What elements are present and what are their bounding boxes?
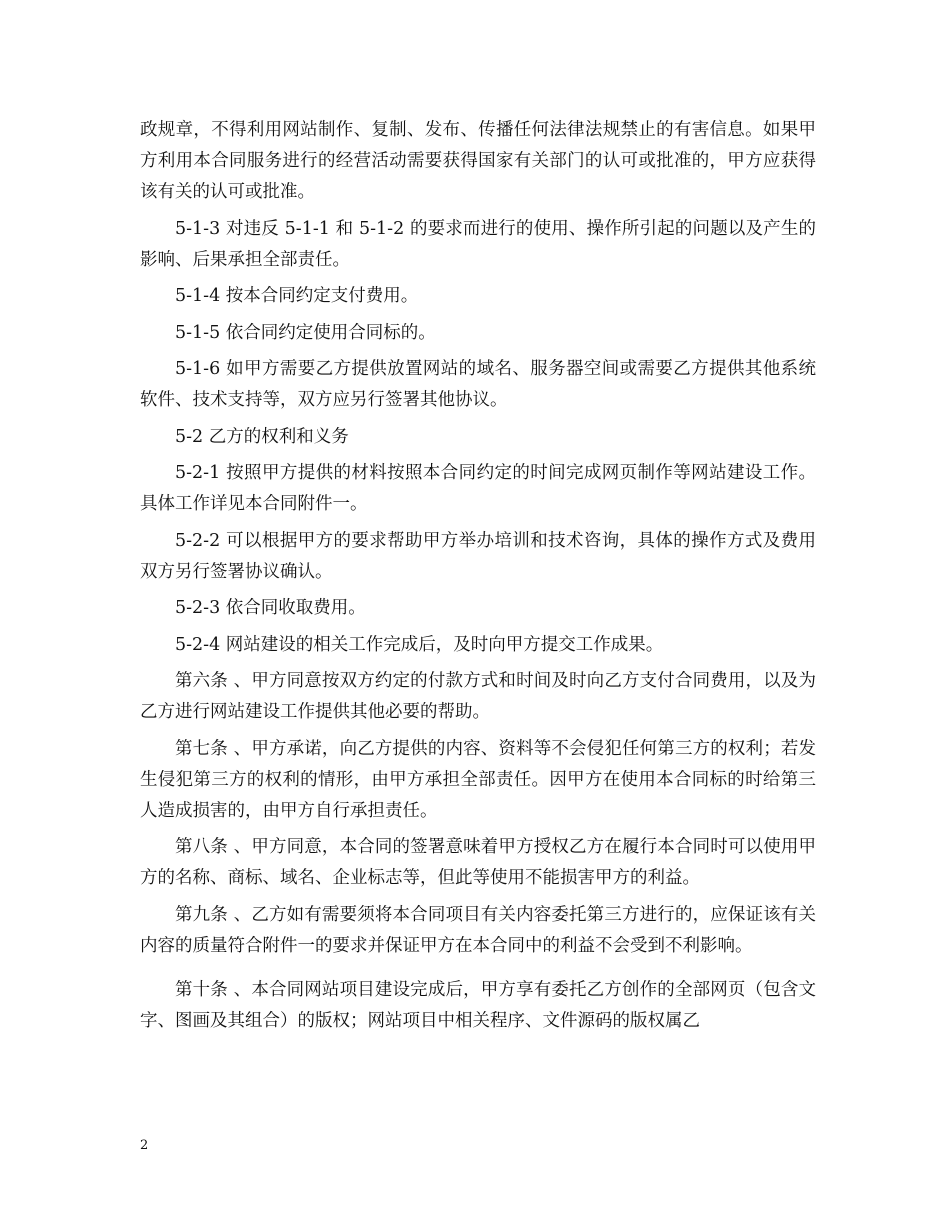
paragraph-5-2-4: 5-2-4 网站建设的相关工作完成后，及时向甲方提交工作成果。	[175, 634, 664, 655]
paragraph-clause-cont: 政规章，不得利用网站制作、复制、发布、传播任何法律法规禁止的有害信息。如果甲方利用本合同服务进行的经营活动需要获得国家有关部门的认可或批准的，甲方应获得该有关的认可或批准。	[140, 120, 816, 202]
article-8: 第八条 、甲方同意，本合同的签署意味着甲方授权乙方在履行本合同时可以使用甲方的名称、商标、域名、企业标志等，但此等使用不能损害甲方的利益。	[140, 837, 816, 888]
paragraph-5-2-1: 5-2-1 按照甲方提供的材料按照本合同约定的时间完成网页制作等网站建设工作。具体工作详见本合同附件一。	[140, 463, 816, 514]
paragraph-5-2-3: 5-2-3 依合同收取费用。	[175, 598, 366, 618]
article-9: 第九条 、乙方如有需要须将本合同项目有关内容委托第三方进行的，应保证该有关内容的质量符合附件一的要求并保证甲方在本合同中的利益不会受到不利影响。	[140, 904, 816, 956]
paragraph-5-1-3: 5-1-3 对违反 5-1-1 和 5-1-2 的要求而进行的使用、操作所引起的问题以及产生的影响、后果承担全部责任。	[140, 218, 816, 270]
paragraph-5-2-2: 5-2-2 可以根据甲方的要求帮助甲方举办培训和技术咨询，具体的操作方式及费用双方另行签署协议确认。	[140, 530, 816, 582]
article-10: 第十条 、本合同网站项目建设完成后，甲方享有委托乙方创作的全部网页（包含文字、图画及其组合）的版权；网站项目中相关程序、文件源码的版权属乙	[140, 979, 816, 1031]
heading-5-2: 5-2 乙方的权利和义务	[175, 426, 349, 447]
paragraph-5-1-4: 5-1-4 按本合同约定支付费用。	[175, 286, 419, 306]
article-6: 第六条 、甲方同意按双方约定的付款方式和时间及时向乙方支付合同费用，以及为乙方进行网站建设工作提供其他必要的帮助。	[140, 671, 816, 722]
paragraph-5-1-5: 5-1-5 依合同约定使用合同标的。	[175, 322, 436, 343]
page-number: 2	[140, 1138, 149, 1153]
document-body	[140, 115, 816, 1042]
article-7: 第七条 、甲方承诺，向乙方提供的内容、资料等不会侵犯任何第三方的权利；若发生侵犯第三方的权利的情形，由甲方承担全部责任。因甲方在使用本合同标的时给第三人造成损害的，由甲方自行承担责任。	[140, 738, 816, 821]
paragraph-5-1-6: 5-1-6 如甲方需要乙方提供放置网站的域名、服务器空间或需要乙方提供其他系统软件、技术支持等，双方应另行签署其他协议。	[140, 359, 816, 410]
